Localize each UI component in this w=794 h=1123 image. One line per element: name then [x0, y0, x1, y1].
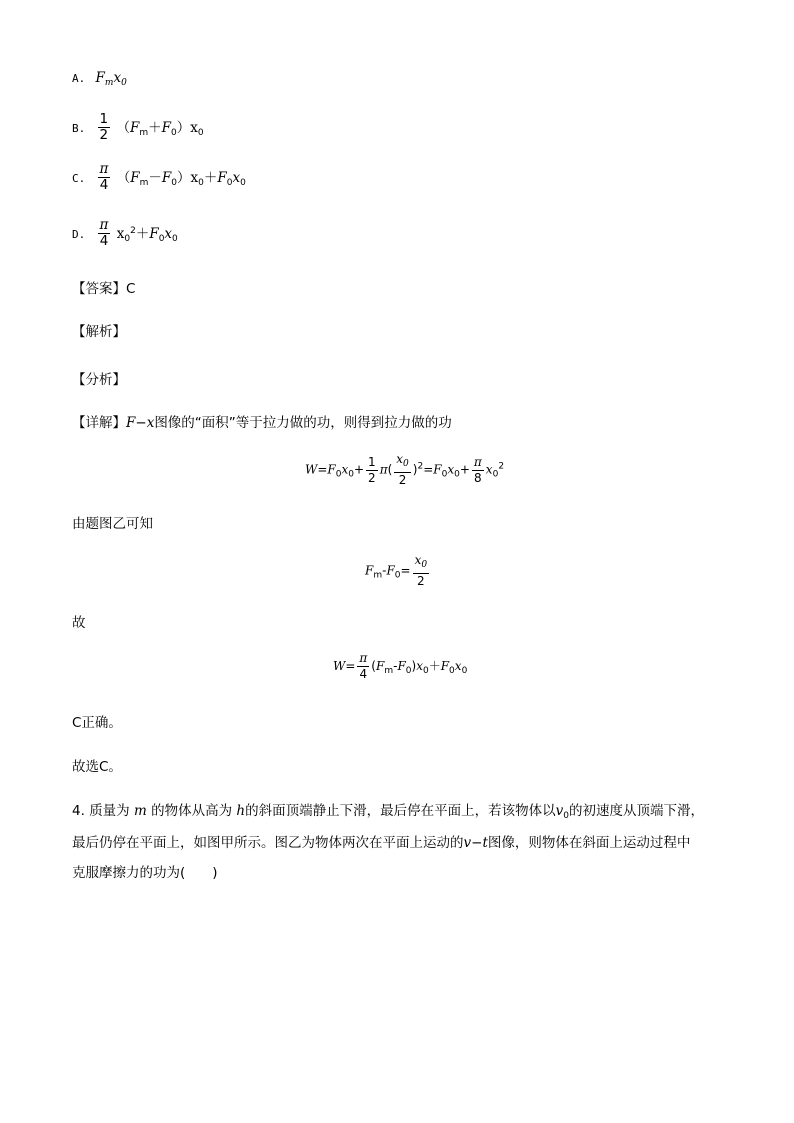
- detail-tag: 【详解】: [72, 415, 126, 431]
- fraction-pi-over-4: $\frac{\pi}{4}$: [99, 217, 109, 249]
- option-d[interactable]: [72, 218, 178, 249]
- option-c-formula: $(F_m-F_0)x_0+F_0x_0$: [116, 169, 246, 188]
- answer-value: C: [126, 281, 136, 297]
- question4-line3: 克服摩擦力的功为( ): [72, 865, 218, 881]
- f-x-symbol: F: [126, 415, 136, 431]
- option-letter: C.: [72, 171, 86, 185]
- choose-text: 故选C。: [72, 759, 122, 775]
- option-b[interactable]: [72, 112, 204, 143]
- detail-text: 图像的“面积”等于拉力做的功，则得到拉力做的功: [154, 415, 452, 431]
- option-a-formula: $F_mx_0$: [95, 70, 127, 88]
- analysis-tag: 【解析】: [72, 324, 126, 340]
- answer-tag: 【答案】: [72, 281, 126, 297]
- option-letter: D.: [72, 227, 86, 241]
- option-b-formula: $(F_m+F_0)x_0$: [116, 119, 204, 138]
- equation-work: $W=F_0x_0+$ $\frac{1}{2}$ π( $\frac{x_0}{2}$ )$^2=F_0x_0+$ $\frac{\pi}{8}$ $x_0^2$: [305, 452, 505, 487]
- fraction-pi-over-4: $\frac{\pi}{4}$: [99, 161, 109, 193]
- detail-line: 【详解】F−x图像的“面积”等于拉力做的功，则得到拉力做的功: [72, 415, 452, 431]
- from-graph-text: 由题图乙可知: [72, 516, 153, 532]
- answer-line: [72, 277, 135, 297]
- equation-result: W= $\frac{\pi}{4}$ $(F_m-F_0)x_0+F_0x_0$: [333, 651, 468, 681]
- question4-line1: 4. 质量为 m 的物体从高为 h的斜面顶端静止下滑，最后停在平面上，若该物体以$v_0$的初速度从顶端下滑，: [72, 803, 704, 821]
- option-c[interactable]: [72, 162, 246, 193]
- fraction-one-half: $\frac{1}{2}$: [99, 111, 109, 143]
- option-a[interactable]: [72, 70, 127, 88]
- question4-line2: 最后仍停在平面上，如图甲所示。图乙为物体两次在平面上运动的v−t图像，则物体在斜面上运动过程中: [72, 835, 691, 851]
- option-letter: B.: [72, 121, 86, 135]
- equation-fm: $F_m-F_0=$ $\frac{x_0}{2}$: [365, 553, 428, 588]
- therefore-text: 故: [72, 615, 86, 631]
- question-number: 4.: [72, 803, 85, 819]
- option-letter: A.: [72, 72, 86, 85]
- c-correct-text: C正确。: [72, 715, 122, 731]
- option-d-formula: $x_0^2+F_0x_0$: [116, 225, 178, 244]
- fenxi-tag: 【分析】: [72, 372, 126, 388]
